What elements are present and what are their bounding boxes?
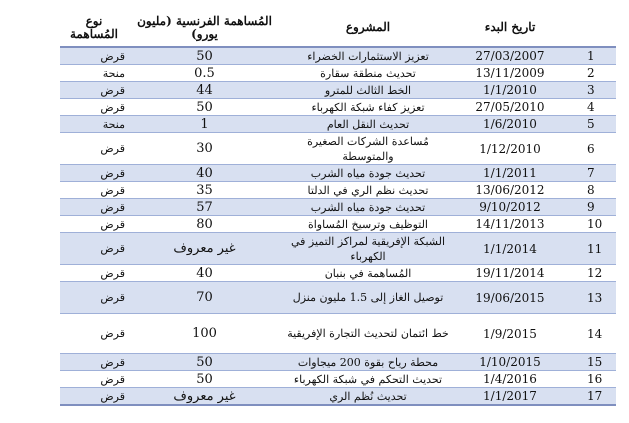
start-date-cell: 13/11/2009 [455,65,565,82]
type-cell: قرض [60,199,128,216]
amount-cell: 57 [128,199,281,216]
row-number: 16 [565,371,616,388]
row-number: 8 [565,182,616,199]
amount-cell: 0.5 [128,65,281,82]
amount-cell: 80 [128,216,281,233]
project-cell: محطة رياح بقوة 200 ميجاوات [281,354,455,371]
start-date-cell: 1/4/2016 [455,371,565,388]
start-date-cell: 1/1/2017 [455,388,565,406]
type-cell: قرض [60,282,128,314]
amount-cell: 44 [128,82,281,99]
row-number: 14 [565,314,616,354]
header-row [60,9,616,47]
header-contribution-type: نوع المُساهمة [60,9,128,47]
row-number: 12 [565,265,616,282]
amount-cell: 1 [128,116,281,133]
row-number: 5 [565,116,616,133]
table-row [60,354,616,371]
row-number: 13 [565,282,616,314]
start-date-cell: 14/11/2013 [455,216,565,233]
project-cell: التوظيف وترسيخ المُساواة [281,216,455,233]
amount-cell: 50 [128,354,281,371]
amount-cell: غير معروف [128,388,281,406]
start-date-cell: 19/11/2014 [455,265,565,282]
project-cell: تعزيز الاستثمارات الخضراء [281,47,455,65]
start-date-cell: 9/10/2012 [455,199,565,216]
start-date-cell: 1/1/2010 [455,82,565,99]
project-cell: تحديث جودة مياه الشرب [281,165,455,182]
french-contributions-table [60,9,616,406]
type-cell: قرض [60,216,128,233]
type-cell: قرض [60,371,128,388]
table-row [60,314,616,354]
start-date-cell: 1/1/2011 [455,165,565,182]
header-number [565,9,616,47]
type-cell: قرض [60,233,128,265]
amount-cell: 100 [128,314,281,354]
table-row [60,116,616,133]
row-number: 2 [565,65,616,82]
project-cell: تحديث جودة مياه الشرب [281,199,455,216]
project-cell: تحديث التحكم في شبكة الكهرباء [281,371,455,388]
table-row [60,265,616,282]
start-date-cell: 1/10/2015 [455,354,565,371]
project-cell: المُساهمة في بنبان [281,265,455,282]
amount-cell: 70 [128,282,281,314]
project-cell: تحديث نُظم الري [281,388,455,406]
header-contribution-amount: المُساهمة الفرنسية (مليون يورو) [128,9,281,47]
header-project: المشروع [281,9,455,47]
start-date-cell: 1/12/2010 [455,133,565,165]
project-cell: خط ائتمان لتحديث التجارة الإفريقية [281,314,455,354]
row-number: 4 [565,99,616,116]
row-number: 15 [565,354,616,371]
project-cell: تحديث النقل العام [281,116,455,133]
project-cell: تحديث نظم الري في الدلتا [281,182,455,199]
amount-cell: 30 [128,133,281,165]
amount-cell: 35 [128,182,281,199]
table-row [60,182,616,199]
start-date-cell: 19/06/2015 [455,282,565,314]
type-cell: قرض [60,182,128,199]
row-number: 10 [565,216,616,233]
amount-cell: 50 [128,371,281,388]
table-row [60,233,616,265]
row-number: 3 [565,82,616,99]
row-number: 7 [565,165,616,182]
type-cell: قرض [60,314,128,354]
type-cell: قرض [60,99,128,116]
amount-cell: 40 [128,265,281,282]
type-cell: قرض [60,354,128,371]
type-cell: قرض [60,82,128,99]
row-number: 9 [565,199,616,216]
table-row [60,47,616,65]
row-number: 1 [565,47,616,65]
table-row [60,199,616,216]
type-cell: منحة [60,65,128,82]
table-row [60,82,616,99]
amount-cell: 50 [128,47,281,65]
type-cell: قرض [60,265,128,282]
start-date-cell: 1/1/2014 [455,233,565,265]
start-date-cell: 27/03/2007 [455,47,565,65]
table-row [60,388,616,406]
project-cell: الخط الثالث للمترو [281,82,455,99]
amount-cell: 40 [128,165,281,182]
table-row [60,165,616,182]
project-cell: مُساعدة الشركات الصغيرة والمتوسطة [281,133,455,165]
type-cell: قرض [60,47,128,65]
project-cell: تحديث منطقة سقارة [281,65,455,82]
project-cell: الشبكة الإفريقية لمراكز التميز في الكهرباء [281,233,455,265]
row-number: 17 [565,388,616,406]
start-date-cell: 1/6/2010 [455,116,565,133]
type-cell: قرض [60,133,128,165]
header-start-date: تاريخ البدء [455,9,565,47]
table-row [60,216,616,233]
project-cell: تعزيز كفاء شبكة الكهرباء [281,99,455,116]
table-row [60,371,616,388]
type-cell: قرض [60,388,128,406]
amount-cell: 50 [128,99,281,116]
type-cell: قرض [60,165,128,182]
row-number: 11 [565,233,616,265]
project-cell: توصيل الغاز إلى 1.5 مليون منزل [281,282,455,314]
type-cell: منحة [60,116,128,133]
table-row [60,99,616,116]
table-row [60,133,616,165]
start-date-cell: 1/9/2015 [455,314,565,354]
contributions-table-wrapper [60,9,616,406]
row-number: 6 [565,133,616,165]
start-date-cell: 13/06/2012 [455,182,565,199]
table-row [60,282,616,314]
table-row [60,65,616,82]
start-date-cell: 27/05/2010 [455,99,565,116]
amount-cell: غير معروف [128,233,281,265]
